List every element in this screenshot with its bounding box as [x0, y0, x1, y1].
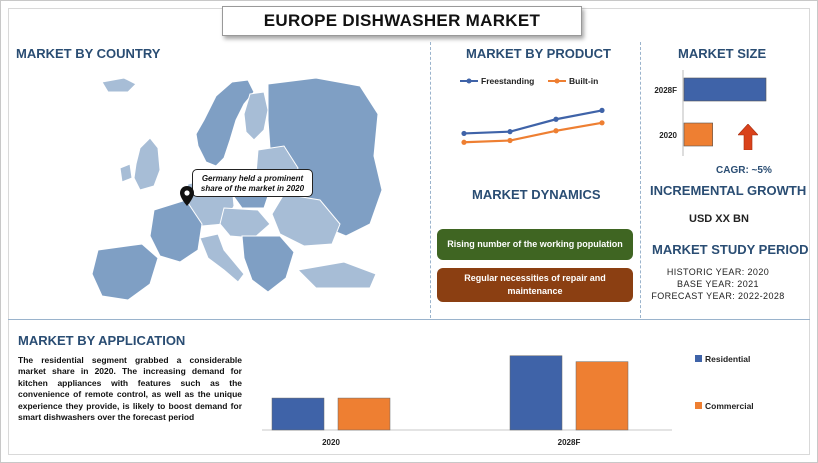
- forecast-year: FORECAST YEAR: 2022-2028: [651, 291, 785, 301]
- size-bar-2020: [684, 123, 713, 146]
- app-bar-commercial-2028f: [576, 362, 628, 430]
- app-bar-residential-2020: [272, 398, 324, 430]
- data-point-built-in: [507, 138, 512, 143]
- app-legend-swatch-commercial: [695, 402, 702, 409]
- size-label-2020: 2020: [659, 131, 677, 140]
- growth-arrow-icon: [738, 124, 758, 150]
- size-bar-2028f: [684, 78, 766, 101]
- divider-2: [640, 42, 641, 318]
- app-bar-residential-2028f: [510, 356, 562, 430]
- app-category-2020: 2020: [322, 438, 340, 447]
- section-dynamics-heading: MARKET DYNAMICS: [472, 187, 601, 202]
- map-region-uk-ireland: [120, 138, 160, 190]
- data-point-built-in: [461, 140, 466, 145]
- legend-marker-freestanding: [467, 79, 472, 84]
- app-legend-swatch-residential: [695, 355, 702, 362]
- series-line-freestanding: [464, 110, 602, 133]
- map-region-balkans: [242, 236, 294, 292]
- app-legend-label-residential: Residential: [705, 354, 751, 364]
- product-line-chart: [440, 68, 630, 164]
- legend-marker-built-in: [555, 79, 560, 84]
- section-incremental-heading: INCREMENTAL GROWTH: [650, 183, 807, 198]
- data-point-built-in: [599, 120, 604, 125]
- size-label-2028f: 2028F: [654, 86, 677, 95]
- legend-label-freestanding: Freestanding: [481, 76, 535, 86]
- section-study-period-heading: MARKET STUDY PERIOD: [652, 242, 809, 257]
- data-point-freestanding: [461, 131, 466, 136]
- data-point-built-in: [553, 128, 558, 133]
- application-bar-chart: [262, 345, 802, 451]
- map-region-central: [220, 208, 270, 238]
- section-country-heading: MARKET BY COUNTRY: [16, 46, 161, 61]
- dynamics-item-2: Regular necessities of repair and maintenance: [437, 268, 633, 302]
- page-title: EUROPE DISHWASHER MARKET: [263, 11, 541, 30]
- app-legend-label-commercial: Commercial: [705, 401, 754, 411]
- app-category-2028f: 2028F: [557, 438, 581, 447]
- section-application-heading: MARKET BY APPLICATION: [18, 333, 186, 348]
- dynamics-item-1: Rising number of the working population: [437, 229, 633, 260]
- data-point-freestanding: [599, 108, 604, 113]
- historic-year: HISTORIC YEAR: 2020: [666, 267, 770, 277]
- data-point-freestanding: [507, 129, 512, 134]
- divider-1: [430, 42, 431, 318]
- section-product-heading: MARKET BY PRODUCT: [466, 46, 611, 61]
- map-region-turkey-edge: [298, 262, 376, 288]
- market-size-chart: [645, 70, 805, 160]
- incremental-value: USD XX BN: [689, 213, 749, 225]
- legend-label-built-in: Built-in: [569, 76, 599, 86]
- divider-horizontal: [8, 319, 810, 320]
- title-box: [222, 6, 582, 36]
- map-region-italy: [200, 234, 244, 282]
- map-region-iberia: [92, 244, 158, 300]
- data-point-freestanding: [553, 117, 558, 122]
- base-year: BASE YEAR: 2021: [677, 279, 759, 289]
- map-region-iceland: [102, 78, 136, 92]
- section-size-heading: MARKET SIZE: [678, 46, 767, 61]
- app-bar-commercial-2020: [338, 398, 390, 430]
- germany-callout: Germany held a prominent share of the market in 2020: [192, 169, 313, 197]
- application-description: The residential segment grabbed a considerable market share in 2020. The increasing demand for kitchen appliances with features such as the convenience of remote control, as well as the unique experience they provide, is likely to boost demand for smart dishwashers over the forecast period: [18, 355, 242, 423]
- cagr-label: CAGR: ~5%: [716, 165, 772, 176]
- location-pin-icon: [180, 186, 194, 206]
